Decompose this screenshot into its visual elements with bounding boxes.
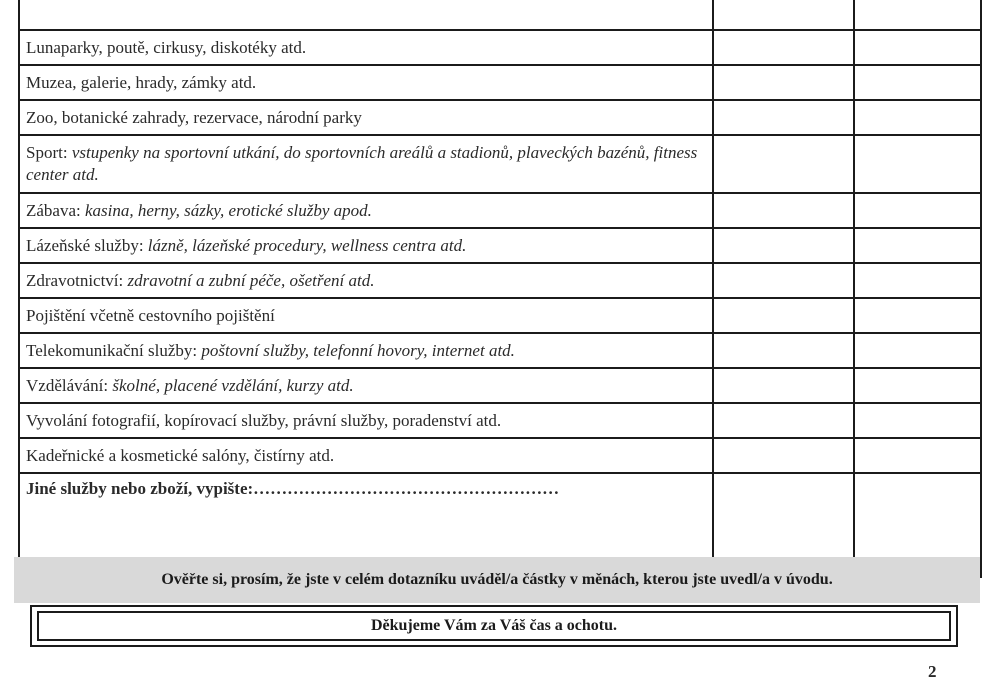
table-row xyxy=(19,228,981,263)
table-row xyxy=(19,100,981,135)
table-row xyxy=(19,65,981,100)
answer-cell[interactable] xyxy=(854,193,981,228)
answer-cell[interactable] xyxy=(713,333,854,368)
table-row xyxy=(19,0,981,30)
row-label: Zoo, botanické zahrady, rezervace, národní parky xyxy=(19,100,713,135)
answer-cell[interactable] xyxy=(713,403,854,438)
row-examples: vstupenky na sportovní utkání, do sportovních areálů a stadionů, plaveckých bazénů, fitness center atd. xyxy=(26,143,698,184)
table-row xyxy=(19,333,981,368)
other-items-label[interactable]: Jiné služby nebo zboží, vypište:……………………………………………… xyxy=(19,473,713,577)
answer-cell[interactable] xyxy=(854,298,981,333)
answer-cell[interactable] xyxy=(713,30,854,65)
answer-cell[interactable] xyxy=(713,228,854,263)
answer-cell[interactable] xyxy=(854,263,981,298)
table-row xyxy=(19,298,981,333)
row-label: Telekomunikační služby: poštovní služby, telefonní hovory, internet atd. xyxy=(19,333,713,368)
answer-cell[interactable] xyxy=(713,368,854,403)
answer-cell[interactable] xyxy=(854,30,981,65)
answer-cell[interactable] xyxy=(854,333,981,368)
row-examples: kasina, herny, sázky, erotické služby apod. xyxy=(85,200,372,220)
expenses-table xyxy=(18,0,982,578)
answer-cell[interactable] xyxy=(713,263,854,298)
row-examples: školné, placené vzdělání, kurzy atd. xyxy=(112,375,354,395)
thanks-text: Děkujeme Vám za Váš čas a ochotu. xyxy=(370,617,618,634)
row-label: Kadeřnické a kosmetické salóny, čistírny atd. xyxy=(19,438,713,473)
page-number: 2 xyxy=(928,662,937,681)
answer-cell[interactable] xyxy=(854,0,981,30)
answer-cell[interactable] xyxy=(713,193,854,228)
answer-cell[interactable] xyxy=(713,135,854,193)
answer-cell[interactable] xyxy=(713,298,854,333)
row-label: Vzdělávání: školné, placené vzdělání, kurzy atd. xyxy=(19,368,713,403)
answer-cell[interactable] xyxy=(713,100,854,135)
row-label: Pojištění včetně cestovního pojištění xyxy=(19,298,713,333)
table-row xyxy=(19,193,981,228)
answer-cell[interactable] xyxy=(854,438,981,473)
answer-cell[interactable] xyxy=(854,65,981,100)
answer-cell[interactable] xyxy=(713,65,854,100)
answer-cell[interactable] xyxy=(854,135,981,193)
row-label: Lunaparky, poutě, cirkusy, diskotéky atd. xyxy=(19,30,713,65)
table-row xyxy=(19,403,981,438)
answer-cell[interactable] xyxy=(713,438,854,473)
answer-cell[interactable] xyxy=(713,0,854,30)
notice-text: Ověřte si, prosím, že jste v celém dotazníku uváděl/a částky v měnách, kterou jste uvedl/a v úvodu. xyxy=(161,571,833,588)
answer-cell[interactable] xyxy=(854,403,981,438)
row-label: Muzea, galerie, hrady, zámky atd. xyxy=(19,65,713,100)
table-row xyxy=(19,263,981,298)
thanks-box xyxy=(30,605,958,647)
row-label xyxy=(19,0,713,30)
row-label: Lázeňské služby: lázně, lázeňské procedury, wellness centra atd. xyxy=(19,228,713,263)
row-label: Sport: vstupenky na sportovní utkání, do sportovních areálů a stadionů, plaveckých bazénů, fitness center atd. xyxy=(19,135,713,193)
currency-notice xyxy=(14,557,980,603)
answer-cell[interactable] xyxy=(854,368,981,403)
row-examples: poštovní služby, telefonní hovory, internet atd. xyxy=(201,340,515,360)
row-label: Zábava: kasina, herny, sázky, erotické služby apod. xyxy=(19,193,713,228)
row-examples: lázně, lázeňské procedury, wellness centra atd. xyxy=(147,235,467,255)
table-row xyxy=(19,438,981,473)
answer-cell[interactable] xyxy=(854,100,981,135)
table-row xyxy=(19,135,981,193)
row-label: Zdravotnictví: zdravotní a zubní péče, ošetření atd. xyxy=(19,263,713,298)
row-label: Vyvolání fotografií, kopírovací služby, právní služby, poradenství atd. xyxy=(19,403,713,438)
row-examples: zdravotní a zubní péče, ošetření atd. xyxy=(127,270,375,290)
table-row xyxy=(19,30,981,65)
table-row xyxy=(19,368,981,403)
answer-cell[interactable] xyxy=(854,228,981,263)
thanks-inner-frame xyxy=(37,611,951,641)
